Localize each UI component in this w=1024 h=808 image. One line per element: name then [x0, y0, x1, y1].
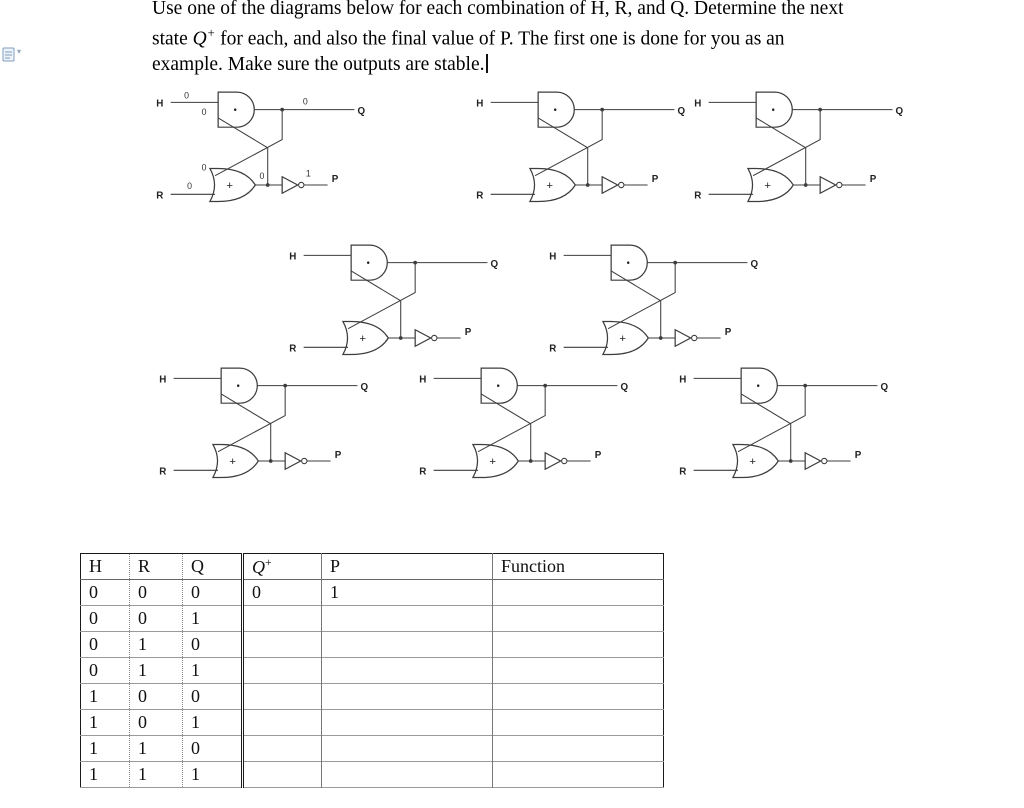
truth-table-cell[interactable]: 0 — [243, 580, 322, 606]
truth-table-header-q: Q — [183, 554, 243, 580]
pin-label-q: Q — [677, 105, 686, 117]
truth-table-cell[interactable]: 1 — [183, 606, 243, 632]
truth-table-cell[interactable]: 0 — [130, 684, 183, 710]
junction-dot — [269, 459, 273, 463]
not-gate — [415, 330, 430, 347]
truth-table-cell[interactable] — [493, 632, 664, 658]
truth-table-cell[interactable]: 0 — [81, 580, 130, 606]
truth-table-cell[interactable]: 1 — [322, 580, 493, 606]
junction-dot — [673, 261, 677, 265]
truth-table-cell[interactable]: 0 — [81, 606, 130, 632]
or-symbol: + — [619, 333, 627, 346]
or-symbol: + — [229, 456, 237, 469]
not-gate-bubble — [299, 182, 304, 187]
text-segment: example. Make sure the outputs are stable. — [152, 53, 485, 75]
truth-table-cell[interactable]: 0 — [130, 606, 183, 632]
truth-table-header-function: Function — [501, 556, 566, 576]
value-annotation: 1 — [305, 168, 311, 179]
value-annotation: 0 — [302, 96, 308, 107]
pin-label-r: R — [694, 190, 702, 202]
pin-label-h: H — [549, 251, 557, 263]
truth-table-cell[interactable] — [243, 736, 322, 762]
truth-table-cell[interactable] — [493, 658, 664, 684]
and-symbol: · — [232, 101, 238, 119]
truth-table-cell[interactable] — [493, 762, 664, 788]
and-symbol: · — [365, 254, 371, 272]
junction-dot — [789, 459, 793, 463]
feedback-wire-top — [753, 110, 820, 176]
pin-label-h: H — [476, 98, 484, 110]
text-segment: Q — [192, 28, 207, 50]
junction-dot — [586, 183, 590, 187]
junction-dot — [543, 384, 547, 388]
not-gate — [285, 453, 300, 470]
truth-table-cell[interactable]: 1 — [183, 762, 243, 788]
and-symbol: · — [625, 254, 631, 272]
truth-table-cell[interactable]: 0 — [81, 632, 130, 658]
text-segment: state — [152, 28, 193, 50]
not-gate-bubble — [562, 458, 567, 463]
pin-label-q: Q — [750, 258, 759, 270]
truth-table-cell[interactable] — [493, 684, 664, 710]
pin-label-p: P — [334, 449, 342, 461]
junction-dot — [283, 384, 287, 388]
truth-table-cell[interactable]: 0 — [81, 658, 130, 684]
pin-label-q: Q — [620, 381, 629, 393]
truth-table-cell[interactable]: 1 — [130, 736, 183, 762]
truth-table-cell[interactable] — [493, 710, 664, 736]
junction-dot — [280, 108, 284, 112]
truth-table-cell[interactable] — [322, 606, 493, 632]
value-annotation: 0 — [184, 90, 189, 101]
truth-table-header-row — [81, 554, 664, 580]
not-gate — [602, 177, 617, 194]
truth-table-row-5 — [81, 684, 664, 710]
truth-table-row-7 — [81, 736, 664, 762]
truth-table-cell[interactable] — [243, 684, 322, 710]
truth-table-cell[interactable]: 1 — [130, 762, 183, 788]
not-gate-bubble — [302, 458, 307, 463]
truth-table-cell[interactable]: 1 — [183, 658, 243, 684]
not-gate — [675, 330, 690, 347]
truth-table-cell[interactable] — [322, 684, 493, 710]
pin-label-p: P — [594, 449, 602, 461]
truth-table-header-r: R — [130, 554, 183, 580]
chevron-down-icon: ▾ — [17, 47, 22, 56]
not-gate-bubble — [619, 182, 624, 187]
feedback-wire-top — [218, 386, 285, 452]
pin-label-h: H — [289, 251, 297, 263]
truth-table-cell[interactable] — [322, 736, 493, 762]
pin-label-p: P — [869, 173, 877, 185]
truth-table-cell[interactable] — [493, 580, 664, 606]
feedback-wire-top — [215, 110, 282, 176]
truth-table-row-1 — [81, 580, 664, 606]
junction-dot — [803, 384, 807, 388]
truth-table-cell[interactable]: 0 — [183, 684, 243, 710]
feedback-wire-top — [348, 263, 415, 329]
pin-label-r: R — [679, 466, 687, 478]
truth-table-cell[interactable] — [493, 736, 664, 762]
truth-table-cell[interactable] — [243, 762, 322, 788]
pin-label-q: Q — [895, 105, 904, 117]
pin-label-p: P — [724, 326, 732, 338]
pin-label-p: P — [651, 173, 659, 185]
not-gate-bubble — [822, 458, 827, 463]
latch-diagram-1[interactable] — [150, 84, 372, 222]
not-gate — [282, 177, 297, 194]
truth-table-row-2 — [81, 606, 664, 632]
truth-table-cell[interactable]: 1 — [81, 684, 130, 710]
not-gate — [805, 453, 820, 470]
latch-diagram-2[interactable] — [470, 84, 692, 222]
value-annotation: 0 — [187, 181, 193, 192]
text-segment: for each, and also the final value of P. The first one is done for you as an — [215, 28, 785, 50]
text-segment: Use one of the diagrams below for each combination of H, R, and Q. Determine the next — [152, 0, 844, 19]
pin-label-q: Q — [490, 258, 499, 270]
truth-table-cell[interactable] — [493, 606, 664, 632]
junction-dot — [399, 336, 403, 340]
truth-table-header-h: H — [81, 554, 130, 580]
not-gate-bubble — [837, 182, 842, 187]
junction-dot — [266, 183, 270, 187]
truth-table-cell[interactable]: 1 — [130, 632, 183, 658]
or-symbol: + — [546, 180, 554, 193]
truth-table-row-6 — [81, 710, 664, 736]
truth-table-header-q+: Q+ — [243, 554, 322, 580]
not-gate-bubble — [432, 335, 437, 340]
truth-table-row-8 — [81, 762, 664, 788]
truth-table-cell[interactable]: 1 — [81, 762, 130, 788]
truth-table-cell[interactable] — [243, 658, 322, 684]
or-symbol: + — [226, 180, 234, 193]
pin-label-r: R — [549, 343, 557, 355]
feedback-wire-top — [738, 386, 805, 452]
or-symbol: + — [359, 333, 367, 346]
pin-label-r: R — [159, 466, 167, 478]
pin-label-r: R — [419, 466, 427, 478]
latch-diagram-8[interactable] — [673, 360, 895, 498]
pin-label-q: Q — [880, 381, 889, 393]
feedback-wire-top — [608, 263, 675, 329]
latch-diagram-3[interactable] — [688, 84, 910, 222]
not-gate — [820, 177, 835, 194]
value-annotation: 0 — [259, 170, 265, 181]
text-segment: + — [206, 26, 216, 40]
not-gate-bubble — [692, 335, 697, 340]
feedback-wire-top — [535, 110, 602, 176]
truth-table-cell[interactable] — [322, 710, 493, 736]
or-symbol: + — [749, 456, 757, 469]
pin-label-r: R — [289, 343, 297, 355]
truth-table-cell[interactable]: 1 — [81, 710, 130, 736]
truth-table-cell[interactable]: 0 — [130, 710, 183, 736]
truth-table-cell[interactable]: 0 — [183, 632, 243, 658]
latch-diagram-7[interactable] — [413, 360, 635, 498]
truth-table-cell[interactable]: 1 — [130, 658, 183, 684]
junction-dot — [413, 261, 417, 265]
junction-dot — [659, 336, 663, 340]
and-symbol: · — [755, 377, 761, 395]
junction-dot — [804, 183, 808, 187]
not-gate — [545, 453, 560, 470]
junction-dot — [818, 108, 822, 112]
truth-table-cell[interactable] — [322, 762, 493, 788]
truth-table-cell[interactable] — [243, 632, 322, 658]
latch-diagram-4[interactable] — [283, 237, 505, 375]
latch-diagram-5[interactable] — [543, 237, 765, 375]
pin-label-p: P — [464, 326, 472, 338]
value-annotation: 0 — [201, 106, 207, 117]
truth-table-cell[interactable]: 0 — [130, 580, 183, 606]
truth-table-cell[interactable] — [243, 710, 322, 736]
pin-label-h: H — [156, 98, 164, 110]
pin-label-h: H — [419, 374, 427, 386]
truth-table-header-p: P — [322, 554, 493, 580]
pin-label-p: P — [331, 173, 339, 185]
pin-label-h: H — [159, 374, 167, 386]
truth-table-cell[interactable]: 1 — [183, 710, 243, 736]
truth-table-cell[interactable] — [243, 606, 322, 632]
and-symbol: · — [495, 377, 501, 395]
latch-diagram-6[interactable] — [153, 360, 375, 498]
truth-table-cell[interactable] — [322, 632, 493, 658]
pin-label-q: Q — [357, 105, 366, 117]
truth-table-cell[interactable]: 1 — [81, 736, 130, 762]
and-symbol: · — [235, 377, 241, 395]
truth-table-row-4 — [81, 658, 664, 684]
or-symbol: + — [489, 456, 497, 469]
pin-label-h: H — [694, 98, 702, 110]
and-symbol: · — [770, 101, 776, 119]
or-symbol: + — [764, 180, 772, 193]
truth-table-cell[interactable]: 0 — [183, 580, 243, 606]
junction-dot — [600, 108, 604, 112]
pin-label-q: Q — [360, 381, 369, 393]
truth-table — [80, 553, 664, 788]
pin-label-r: R — [156, 190, 164, 202]
truth-table-cell[interactable] — [322, 658, 493, 684]
and-symbol: · — [552, 101, 558, 119]
truth-table-cell[interactable]: 0 — [183, 736, 243, 762]
value-annotation: 0 — [201, 162, 207, 173]
pin-label-p: P — [854, 449, 862, 461]
feedback-wire-top — [478, 386, 545, 452]
junction-dot — [529, 459, 533, 463]
pin-label-r: R — [476, 190, 484, 202]
truth-table-row-3 — [81, 632, 664, 658]
pin-label-h: H — [679, 374, 687, 386]
